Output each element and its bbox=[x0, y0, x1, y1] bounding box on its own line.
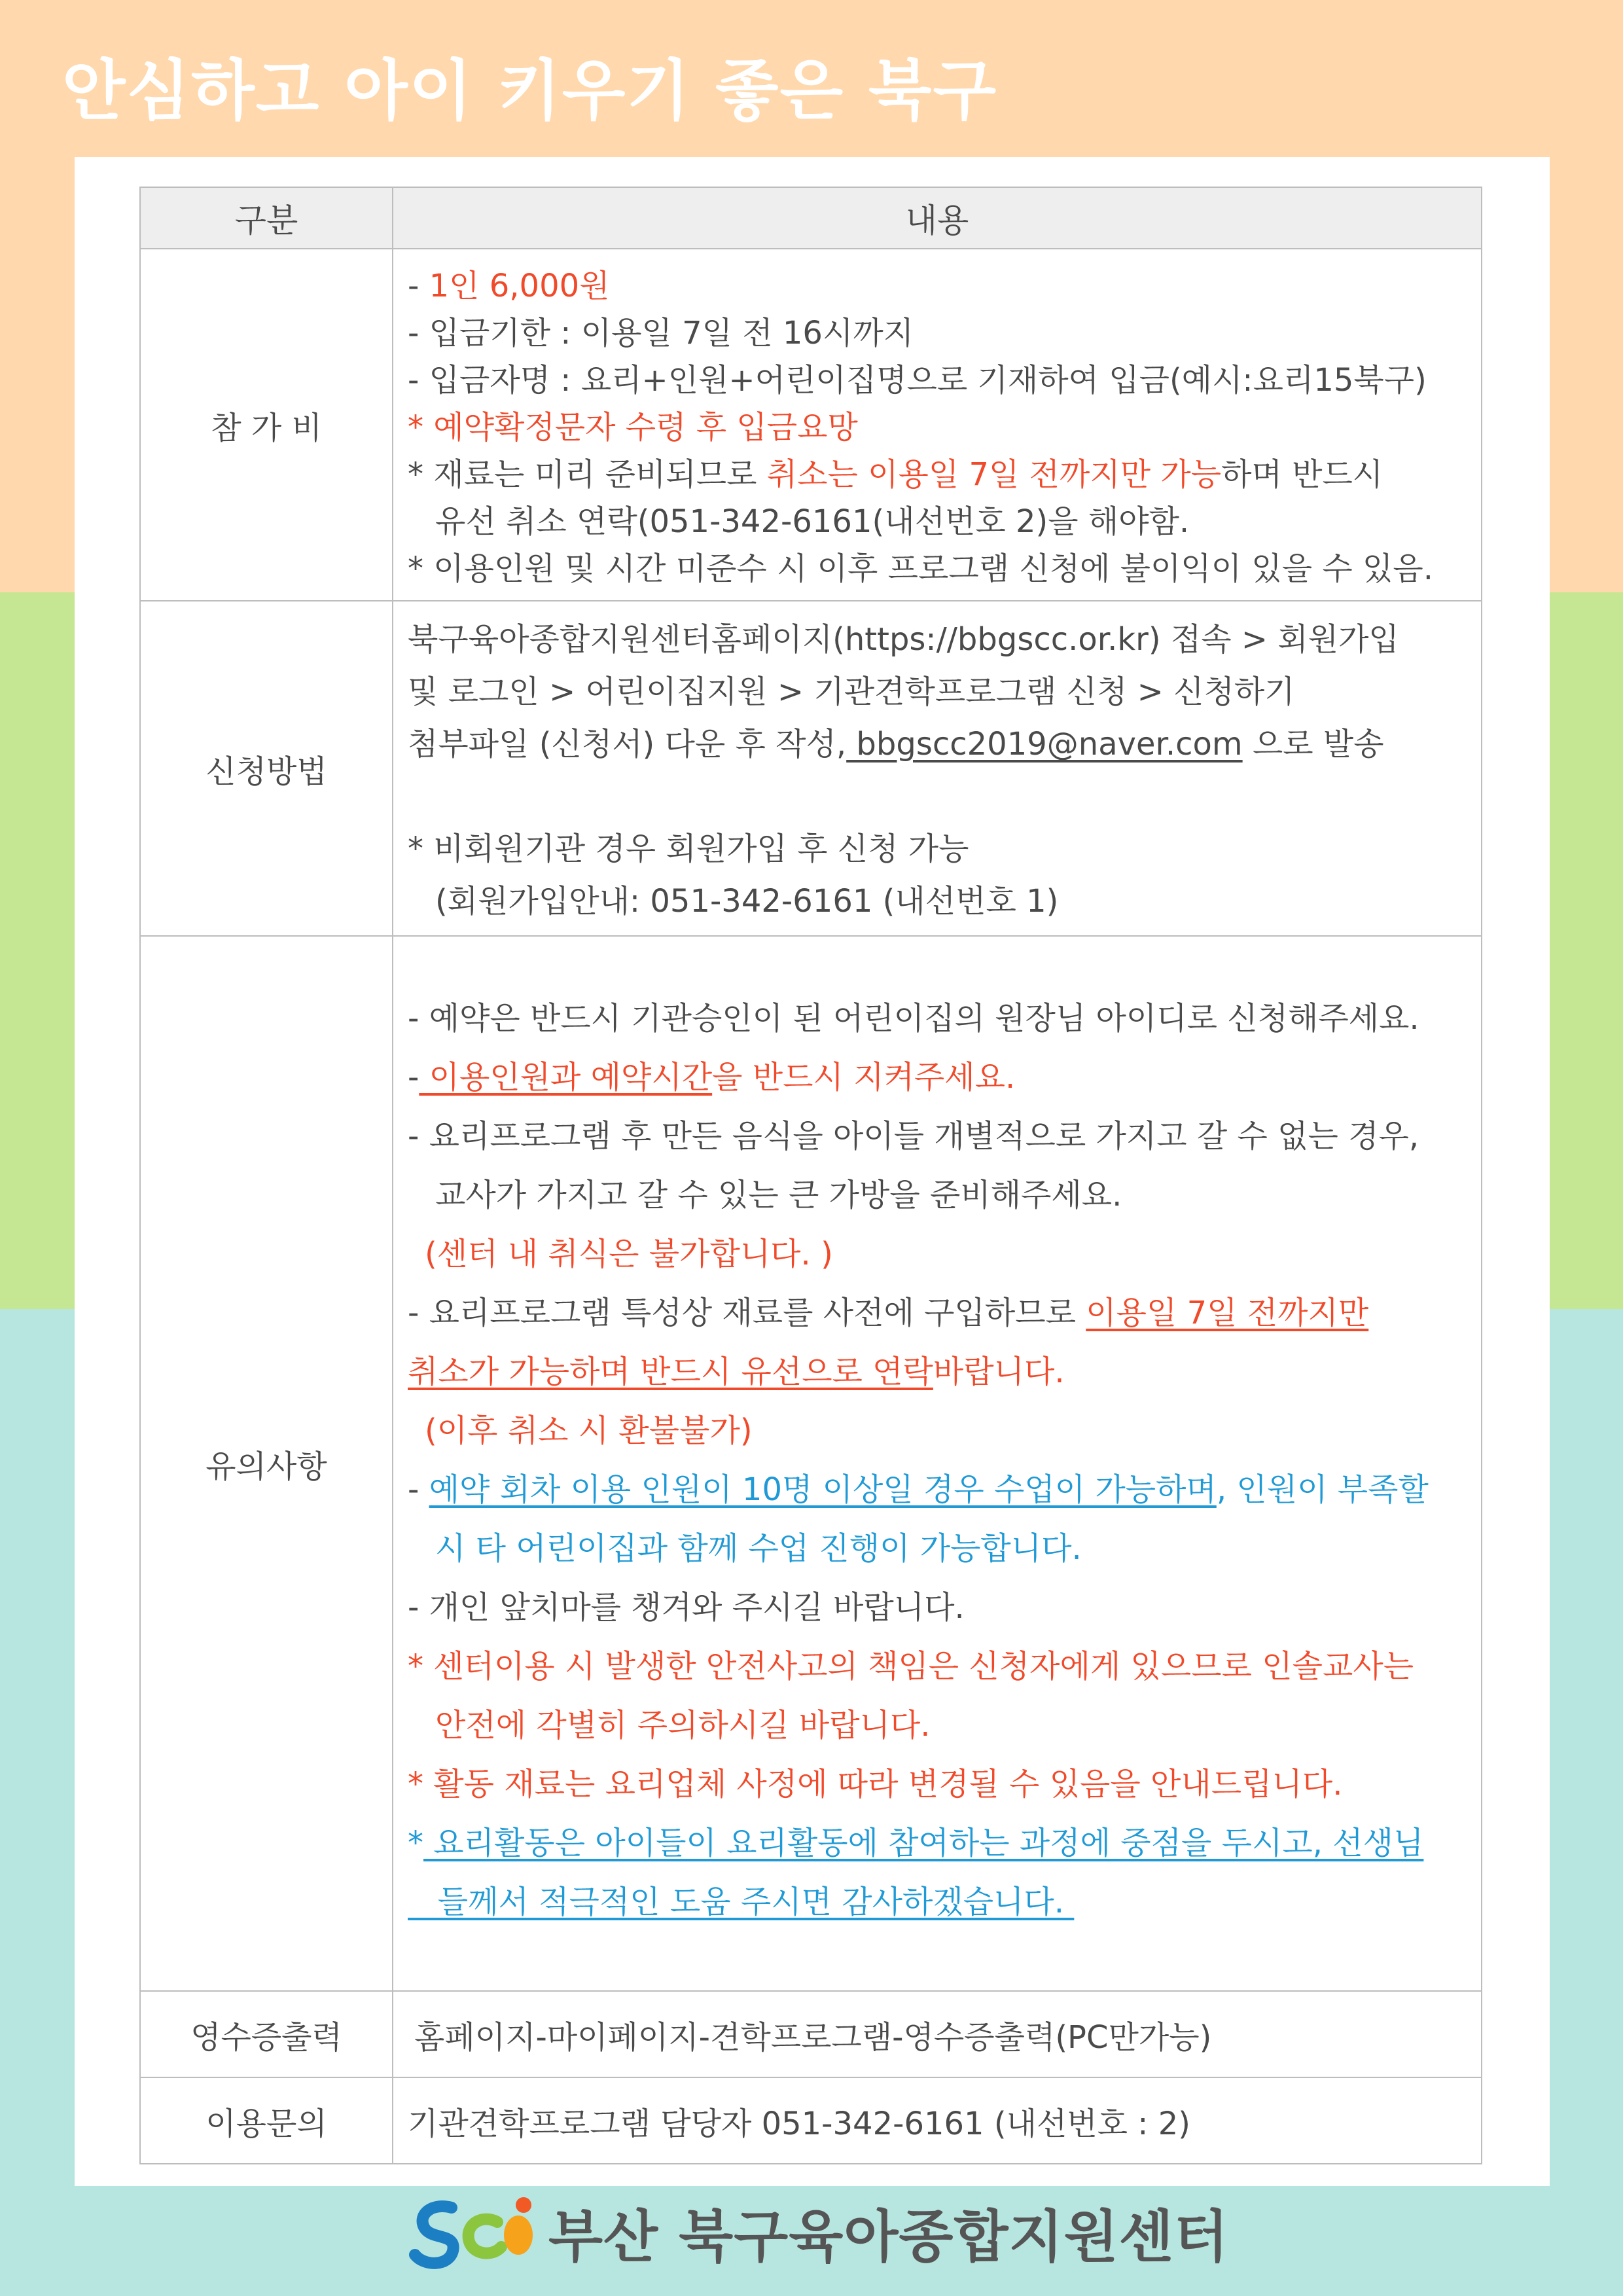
table-header-row bbox=[140, 187, 1482, 249]
note-reservation-line: - 예약은 반드시 기관승인이 된 어린이집의 원장님 아이디로 신청해주세요. bbox=[408, 1000, 1419, 1037]
note-class-size-line-1: - 예약 회차 이용 인원이 10명 이상일 경우 수업이 가능하며, 인원이 부족할 bbox=[408, 1471, 1429, 1508]
fee-penalty-line: * 이용인원 및 시간 미준수 시 이후 프로그램 신청에 불이익이 있을 수 있음. bbox=[408, 550, 1434, 587]
how-attachment-line: 첨부파일 (신청서) 다운 후 작성, bbgscc2019@naver.com 으로 발송 bbox=[408, 726, 1384, 762]
fee-label: 참 가 비 bbox=[140, 249, 393, 601]
note-safety-line-1: * 센터이용 시 발생한 안전사고의 책임은 신청자에게 있으므로 인솔교사는 bbox=[408, 1648, 1414, 1685]
fee-cancel-contact-line: 유선 취소 연락(051-342-6161(내선번호 2)을 해야함. bbox=[435, 503, 1190, 540]
how-row bbox=[140, 601, 1482, 936]
notes-row bbox=[140, 936, 1482, 1991]
note-participation-line-1: * 요리활동은 아이들이 요리활동에 참여하는 과정에 중점을 두시고, 선생님 bbox=[408, 1825, 1424, 1861]
inquiry-row bbox=[140, 2077, 1482, 2164]
header-content: 내용 bbox=[393, 187, 1482, 249]
info-table bbox=[139, 187, 1482, 2164]
note-materials-line: * 활동 재료는 요리업체 사정에 따라 변경될 수 있음을 안내드립니다. bbox=[408, 1766, 1343, 1803]
header-category: 구분 bbox=[140, 187, 393, 249]
how-signup-info-line: (회원가입안내: 051-342-6161 (내선번호 1) bbox=[435, 883, 1059, 920]
fee-depositor-line: - 입금자명 : 요리+인원+어린이집명으로 기재하여 입금(예시:요리15북구) bbox=[408, 362, 1427, 399]
note-safety-line-2: 안전에 각별히 주의하시길 바랍니다. bbox=[435, 1707, 931, 1744]
email-link[interactable]: bbgscc2019@naver.com bbox=[846, 726, 1243, 762]
note-apron-line: - 개인 앞치마를 챙겨와 주시길 바랍니다. bbox=[408, 1589, 965, 1626]
inquiry-text: 기관견학프로그램 담당자 051-342-6161 (내선번호 : 2) bbox=[393, 2077, 1482, 2164]
footer-org-name: 부산 북구육아종합지원센터 bbox=[548, 2204, 1229, 2270]
how-label: 신청방법 bbox=[140, 601, 393, 936]
scc-logo-icon bbox=[406, 2189, 543, 2274]
footer bbox=[406, 2189, 1229, 2274]
note-cancel-line-2: 취소가 가능하며 반드시 유선으로 연락바랍니다. bbox=[408, 1354, 1065, 1390]
fee-price: 1인 6,000원 bbox=[429, 268, 610, 304]
note-no-eating-line: (센터 내 취식은 불가합니다. ) bbox=[425, 1236, 833, 1272]
note-cancel-line-1: - 요리프로그램 특성상 재료를 사전에 구입하므로 이용일 7일 전까지만 bbox=[408, 1295, 1369, 1331]
page-title: 안심하고 아이 키우기 좋은 북구 bbox=[62, 52, 998, 129]
how-step-line-2: 및 로그인 > 어린이집지원 > 기관견학프로그램 신청 > 신청하기 bbox=[408, 673, 1295, 710]
receipt-label: 영수증출력 bbox=[140, 1991, 393, 2077]
note-food-line-2: 교사가 가지고 갈 수 있는 큰 가방을 준비해주세요. bbox=[435, 1177, 1122, 1213]
receipt-path: 홈페이지-마이페이지-견학프로그램-영수증출력(PC만가능) bbox=[393, 1991, 1482, 2077]
receipt-row bbox=[140, 1991, 1482, 2077]
how-step-line-1: 북구육아종합지원센터홈페이지(https://bbgscc.or.kr) 접속 > 회원가입 bbox=[408, 621, 1399, 658]
inquiry-label: 이용문의 bbox=[140, 2077, 393, 2164]
notes-content bbox=[393, 936, 1482, 1991]
note-participation-line-2: 들께서 적극적인 도움 주시면 감사하겠습니다. bbox=[408, 1884, 1075, 1920]
fee-cancel-line: * 재료는 미리 준비되므로 취소는 이용일 7일 전까지만 가능하며 반드시 bbox=[408, 456, 1383, 493]
fee-deadline-line: - 입금기한 : 이용일 7일 전 16시까지 bbox=[408, 315, 914, 351]
note-class-size-line-2: 시 타 어린이집과 함께 수업 진행이 가능합니다. bbox=[435, 1530, 1082, 1567]
how-nonmember-line: * 비회원기관 경우 회원가입 후 신청 가능 bbox=[408, 831, 969, 867]
fee-cancel-highlight: 취소는 이용일 7일 전까지만 가능 bbox=[766, 456, 1222, 493]
note-food-line-1: - 요리프로그램 후 만든 음식을 아이들 개별적으로 가지고 갈 수 없는 경우, bbox=[408, 1118, 1419, 1155]
fee-content bbox=[393, 249, 1482, 601]
note-keep-time-line: - 이용인원과 예약시간을 반드시 지켜주세요. bbox=[408, 1059, 1016, 1096]
note-no-refund-line: (이후 취소 시 환불불가) bbox=[425, 1412, 753, 1449]
fee-row bbox=[140, 249, 1482, 601]
notes-label: 유의사항 bbox=[140, 936, 393, 1991]
fee-price-line: - 1인 6,000원 bbox=[408, 268, 610, 304]
fee-confirm-notice: * 예약확정문자 수령 후 입금요망 bbox=[408, 409, 858, 446]
how-content bbox=[393, 601, 1482, 936]
